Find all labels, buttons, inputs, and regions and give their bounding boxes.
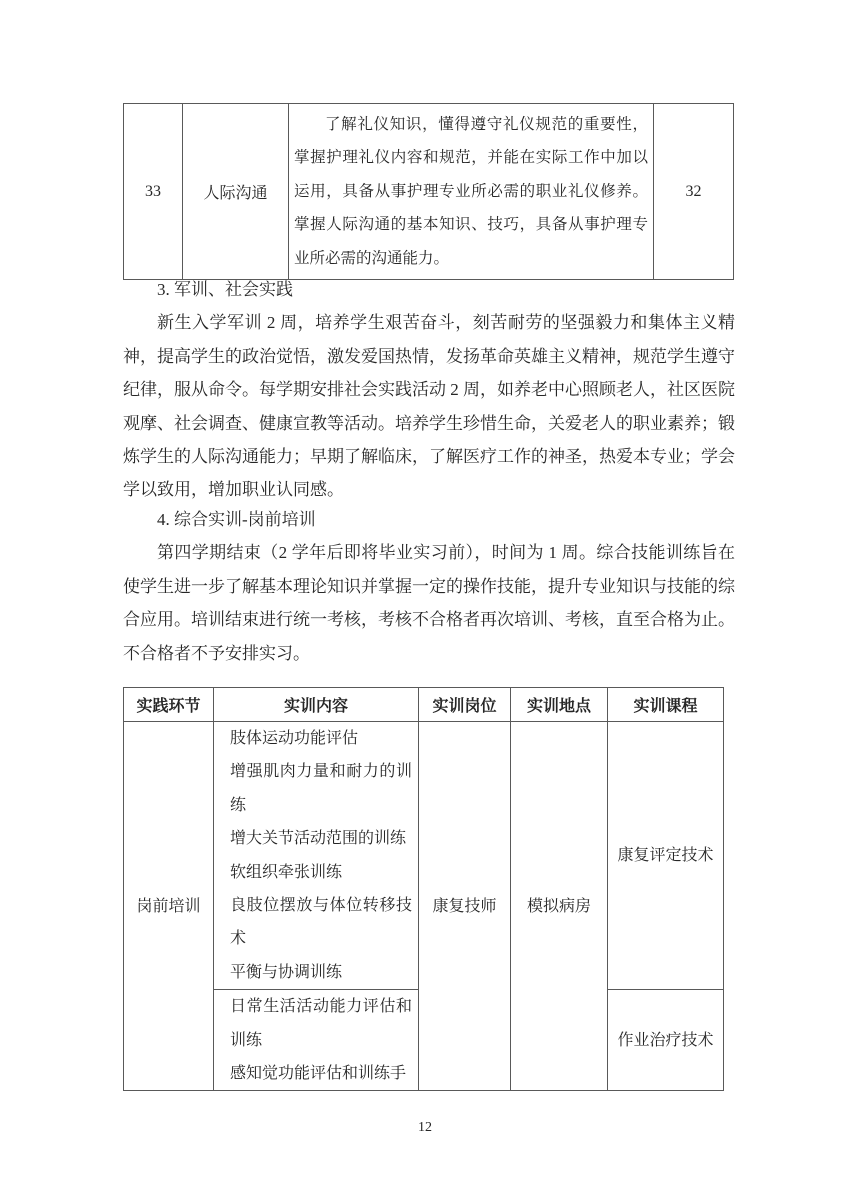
section-heading: 3. 军训、社会实践 xyxy=(157,280,293,299)
course-cell-1: 康复评定技术 xyxy=(608,722,724,990)
content-item: 感知觉功能评估和训练手 xyxy=(230,1065,407,1083)
position-cell: 康复技师 xyxy=(419,722,511,1091)
phase-cell: 岗前培训 xyxy=(124,722,214,1091)
table-body-row-1 xyxy=(124,722,724,990)
header-training-content: 实训内容 xyxy=(214,688,419,722)
header-training-course: 实训课程 xyxy=(608,688,724,722)
content-item: 增大关节活动范围的训练 xyxy=(230,830,407,848)
content-item: 良肢位摆放与体位转移技术 xyxy=(230,897,412,948)
course-hours-cell: 32 xyxy=(654,104,734,280)
content-item: 平衡与协调训练 xyxy=(230,963,343,981)
section-comprehensive-training xyxy=(123,503,735,670)
course-description-cell xyxy=(289,104,654,280)
content-item: 增强肌肉力量和耐力的训练 xyxy=(230,763,412,814)
course-cell-2: 作业治疗技术 xyxy=(608,990,724,1091)
table-row xyxy=(124,104,734,280)
course-number-cell: 33 xyxy=(124,104,183,280)
section-paragraph: 新生入学军训 2 周，培养学生艰苦奋斗，刻苦耐劳的坚强毅力和集体主义精神，提高学生的政治觉悟，激发爱国热情，发扬革命英雄主义精神，规范学生遵守纪律，服从命令。每学期安排社会实践活动 2 周，如养老中心照顾老人，社区医院观摩、社会调查、健康宣教等活动。培养学生珍惜生命，关爱老人的职业素养；锻炼学生的人际沟通能力；早期了解临床，了解医疗工作的神圣，热爱本专业；学会学以致用，增加职业认同感。 xyxy=(123,313,735,500)
course-description-text: 了解礼仪知识，懂得遵守礼仪规范的重要性，掌握护理礼仪内容和规范，并能在实际工作中加以运用，具备从事护理专业所必需的职业礼仪修养。掌握人际沟通的基本知识、技巧，具备从事护理专业所必需的沟通能力。 xyxy=(294,115,648,267)
course-name-cell: 人际沟通 xyxy=(183,104,289,280)
section-heading: 4. 综合实训-岗前培训 xyxy=(157,510,316,529)
section-military-training xyxy=(123,273,735,507)
page-number: 12 xyxy=(418,1120,432,1135)
content-item: 软组织牵张训练 xyxy=(230,863,343,881)
header-training-location: 实训地点 xyxy=(511,688,608,722)
location-cell: 模拟病房 xyxy=(511,722,608,1091)
course-table-continued xyxy=(123,103,734,280)
content-cell-1 xyxy=(214,722,419,990)
header-training-position: 实训岗位 xyxy=(419,688,511,722)
content-item: 肢体运动功能评估 xyxy=(230,730,359,747)
header-practice-phase: 实践环节 xyxy=(124,688,214,722)
table-header-row xyxy=(124,688,724,722)
content-item: 日常生活活动能力评估和训练 xyxy=(230,998,412,1049)
section-paragraph: 第四学期结束（2 学年后即将毕业实习前），时间为 1 周。综合技能训练旨在使学生进一步了解基本理论知识并掌握一定的操作技能，提升专业知识与技能的综合应用。培训结束进行统一考核，考核不合格者再次培训、考核，直至合格为止。不合格者不予安排实习。 xyxy=(123,543,735,663)
practice-training-table xyxy=(123,687,724,1091)
content-cell-2 xyxy=(214,990,419,1091)
